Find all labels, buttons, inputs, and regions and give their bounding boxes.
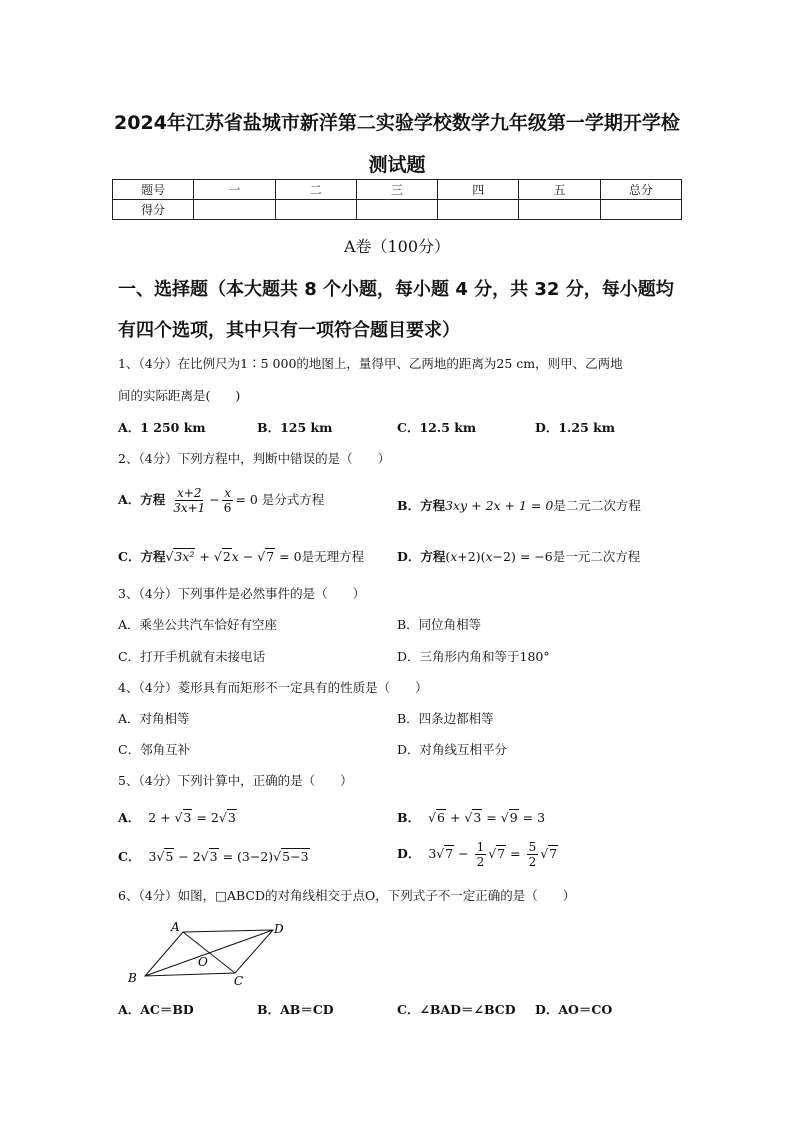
q3-stem: 3、（4分）下列事件是必然事件的是（ ） bbox=[118, 586, 366, 601]
q2-option-a-suffix: 是分式方程 bbox=[261, 492, 325, 507]
q6-option-b[interactable]: B．AB＝CD bbox=[257, 1002, 334, 1017]
q2-option-c[interactable] bbox=[118, 547, 364, 565]
q6-option-a[interactable]: A．AC＝BD bbox=[118, 1002, 194, 1017]
parallelogram-figure bbox=[120, 918, 300, 998]
score-cell[interactable] bbox=[356, 200, 437, 220]
figure-label-o: O bbox=[198, 955, 208, 969]
q5-option-a-letter: A． bbox=[118, 810, 141, 825]
q2-a-fraction1: $\frac{x+2}{3x+1}$ bbox=[173, 486, 206, 515]
q5-option-c-letter: C． bbox=[118, 849, 141, 864]
score-cell[interactable] bbox=[438, 200, 519, 220]
q1-stem-line1: 1、（4分）在比例尺为1∶5 000的地图上，量得甲、乙两地的距离为25 cm，则甲、乙两地 bbox=[118, 356, 623, 371]
score-table-header: 题号 bbox=[113, 180, 194, 200]
q2-option-d-suffix: 是一元二次方程 bbox=[552, 549, 641, 564]
q4-option-c[interactable]: C．邻角互补 bbox=[118, 742, 191, 757]
score-table-header: 四 bbox=[438, 180, 519, 200]
page-title-line2: 测试题 bbox=[368, 154, 426, 176]
q4-option-d[interactable]: D．对角线互相平分 bbox=[397, 742, 508, 757]
q2-option-b-suffix: 是二元二次方程 bbox=[553, 498, 641, 513]
q1-option-d[interactable]: D．1.25 km bbox=[535, 420, 616, 435]
score-cell[interactable] bbox=[275, 200, 356, 220]
q2-d-equation: (x+2)(x−2) = −6 bbox=[445, 549, 553, 564]
part1-heading-line2: 有四个选项，其中只有一项符合题目要求） bbox=[118, 320, 460, 341]
score-cell[interactable] bbox=[519, 200, 600, 220]
score-table-header: 一 bbox=[194, 180, 275, 200]
score-table-header: 三 bbox=[356, 180, 437, 200]
score-table-score-row bbox=[113, 200, 682, 220]
score-cell[interactable] bbox=[600, 200, 681, 220]
q1-stem-line2: 间的实际距离是( ) bbox=[118, 388, 241, 403]
q2-c-equation: √3x² + √2x − √7 = 0 bbox=[165, 549, 302, 564]
q5-d-expression: 3√7 − $\frac{1}{2}$ √7 = $\frac{5}{2}$ √7 bbox=[428, 840, 558, 869]
q2-option-b-prefix: B．方程 bbox=[397, 498, 446, 513]
q6-option-c[interactable]: C．∠BAD＝∠BCD bbox=[397, 1002, 516, 1017]
score-row-label: 得分 bbox=[113, 200, 194, 220]
q1-option-b[interactable]: B．125 km bbox=[257, 420, 333, 435]
figure-label-d: D bbox=[274, 922, 284, 936]
q3-option-d[interactable]: D．三角形内角和等于180° bbox=[397, 649, 550, 664]
q3-option-b[interactable]: B．同位角相等 bbox=[397, 617, 482, 632]
q5-option-a[interactable] bbox=[118, 808, 237, 826]
q2-b-equation: 3xy + 2x + 1 = 0 bbox=[445, 498, 554, 513]
figure-label-b: B bbox=[128, 971, 137, 985]
score-table-header: 二 bbox=[275, 180, 356, 200]
score-table-header-row bbox=[113, 180, 682, 200]
q2-stem: 2、（4分）下列方程中，判断中错误的是（ ） bbox=[118, 451, 391, 466]
q2-option-c-prefix: C．方程 bbox=[118, 549, 166, 564]
q5-stem: 5、（4分）下列计算中，正确的是（ ） bbox=[118, 773, 353, 788]
q2-option-d[interactable] bbox=[397, 547, 640, 565]
score-table-header: 五 bbox=[519, 180, 600, 200]
q5-option-b-letter: B． bbox=[397, 810, 421, 825]
q5-option-d[interactable] bbox=[397, 840, 558, 869]
q2-option-a[interactable]: A．方程 $\frac{x+2}{3x+1}$ − $\frac{x}{6}$ = 0 是分式方程 bbox=[118, 486, 325, 515]
diagonal-bd bbox=[145, 930, 273, 976]
q2-option-b[interactable] bbox=[397, 496, 641, 514]
score-table bbox=[112, 179, 682, 220]
q5-option-b[interactable] bbox=[397, 808, 545, 826]
q2-option-c-suffix: 是无理方程 bbox=[301, 549, 365, 564]
q4-stem: 4、（4分）菱形具有而矩形不一定具有的性质是（ ） bbox=[118, 680, 428, 695]
figure-label-a: A bbox=[171, 920, 180, 934]
q1-option-c[interactable]: C．12.5 km bbox=[397, 420, 477, 435]
score-table-header: 总分 bbox=[600, 180, 681, 200]
q1-option-a[interactable]: A．1 250 km bbox=[118, 420, 206, 435]
q5-option-c[interactable] bbox=[118, 847, 310, 865]
q2-option-a-prefix: A．方程 bbox=[118, 492, 166, 507]
part1-heading-line1: 一、选择题（本大题共 8 个小题，每小题 4 分，共 32 分，每小题均 bbox=[118, 279, 674, 300]
q6-stem: 6、（4分）如图，□ABCD的对角线相交于点O，下列式子不一定正确的是（ ） bbox=[118, 888, 576, 903]
q3-option-c[interactable]: C．打开手机就有未接电话 bbox=[118, 649, 266, 664]
q5-b-expression: √6 + √3 = √9 = 3 bbox=[428, 810, 546, 825]
q2-a-fraction2: $\frac{x}{6}$ bbox=[223, 486, 232, 515]
section-a-heading: A卷（100分） bbox=[343, 237, 451, 256]
q5-a-expression: 2 + √3 = 2√3 bbox=[148, 810, 236, 825]
score-cell[interactable] bbox=[194, 200, 275, 220]
q5-option-d-letter: D． bbox=[397, 846, 421, 861]
figure-label-c: C bbox=[234, 974, 244, 988]
q2-option-d-prefix: D．方程 bbox=[397, 549, 446, 564]
q4-option-b[interactable]: B．四条边都相等 bbox=[397, 711, 494, 726]
q4-option-a[interactable]: A．对角相等 bbox=[118, 711, 190, 726]
page-title-line1: 2024年江苏省盐城市新洋第二实验学校数学九年级第一学期开学检 bbox=[114, 112, 680, 134]
q3-option-a[interactable]: A．乘坐公共汽车恰好有空座 bbox=[118, 617, 278, 632]
q5-c-expression: 3√5 − 2√3 = (3−2)√5−3 bbox=[148, 849, 309, 864]
q6-option-d[interactable]: D．AO＝CO bbox=[535, 1002, 613, 1017]
